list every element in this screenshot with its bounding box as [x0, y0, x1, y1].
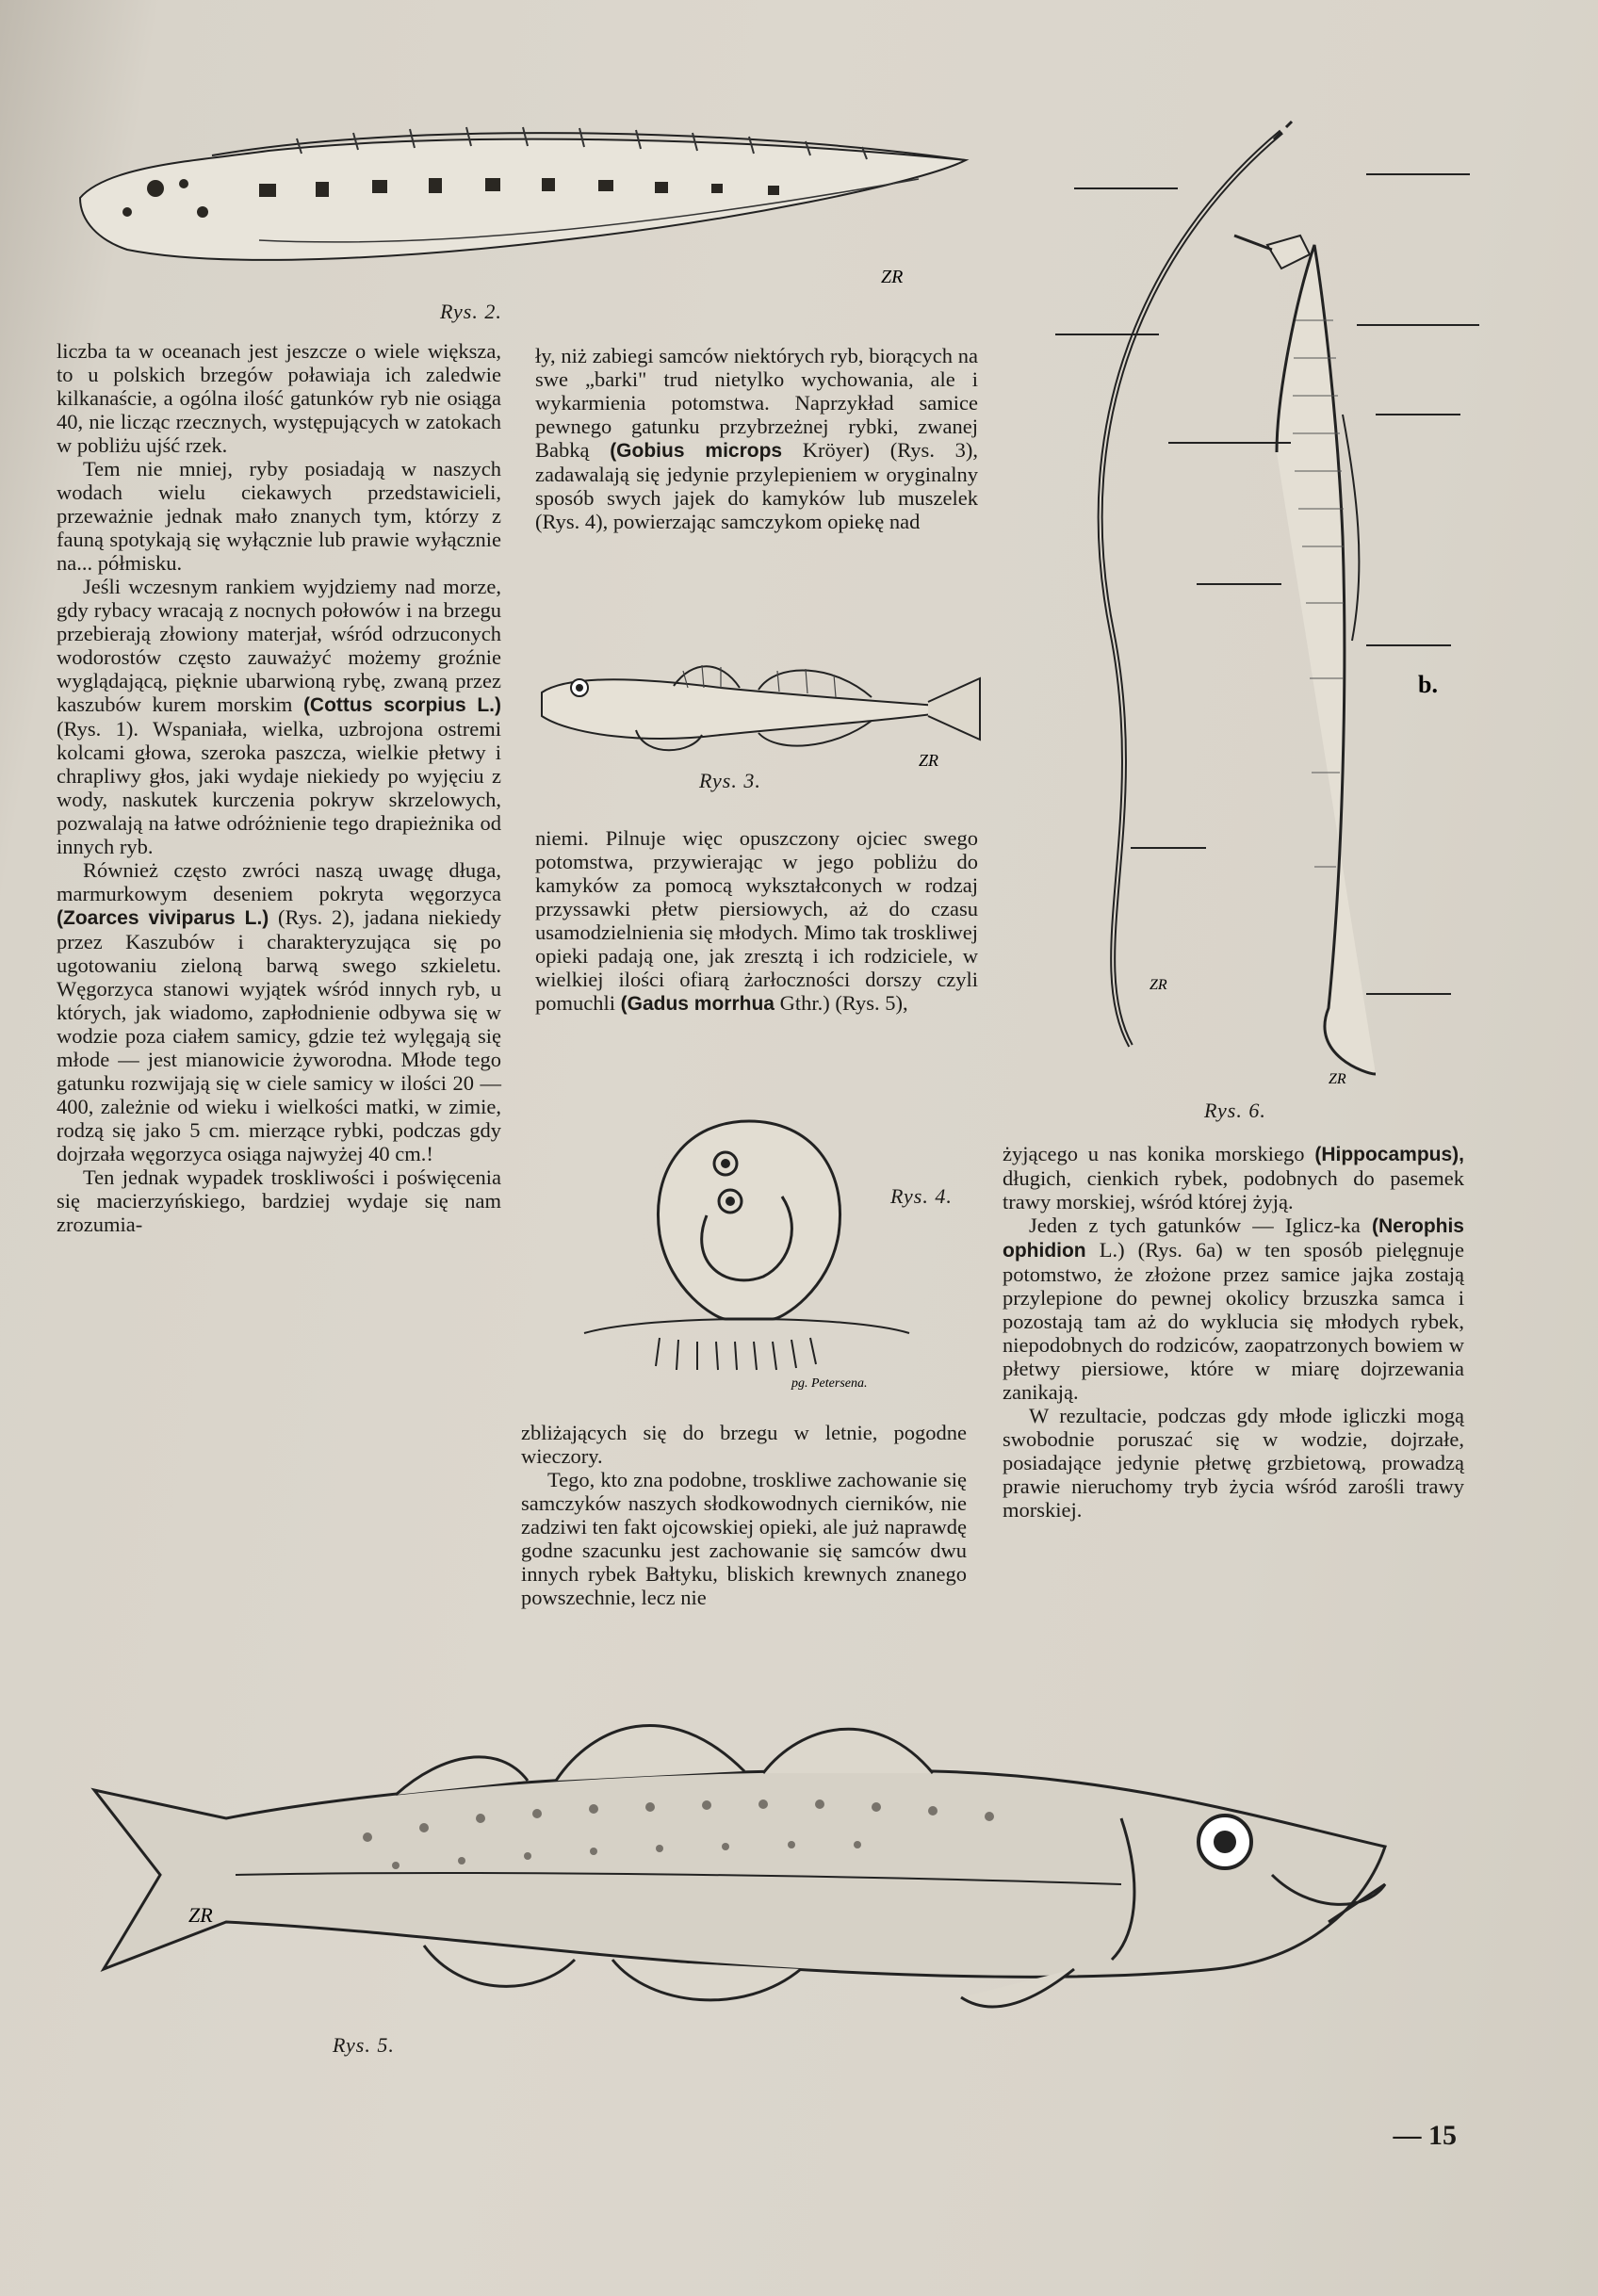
caption-rys-4: Rys. 4. — [890, 1184, 953, 1208]
paragraph: Również często zwróci naszą uwagę długa, marmurkowym deseniem pokryta węgorzyca (Zoarces viviparus L.) (Rys. 2), jadana niekiedy przez Kaszubów i charakteryzująca się po ugotowaniu zieloną barwą swego szkieletu. Węgorzyca stanowi wyjątek wśród innych ryb, u których, jak wiadomo, zapłodnienie odbywa się w wodzie poza ciałem samicy, gdzie też wylęgają się młode — jest mianowicie żyworodna. Młode tego gatunku rozwijają się w ciele samicy w ilości 20 — 400, zależnie od wieku i wielkości matki, w zimie, rodzą się jako 5 cm. mierzące rybki, podczas gdy dojrzała węgorzyca osiąga najwyżej 40 cm.! — [57, 858, 501, 1165]
artist-signature: ZR — [188, 1903, 213, 1927]
text-column-2-bottom — [521, 1421, 967, 1609]
species-name: (Hippocampus), — [1314, 1144, 1464, 1165]
eelpout-illustration — [71, 108, 975, 297]
species-name: (Nerophis ophidion — [1003, 1215, 1464, 1262]
caption-rys-3: Rys. 3. — [699, 769, 761, 792]
paragraph: Ten jednak wypadek troskliwości i poświęcenia się macierzyńskiego, bardziej wydaje się nam zrozumia- — [57, 1165, 501, 1236]
artist-signature: ZR — [1150, 977, 1167, 993]
caption-rys-5: Rys. 5. — [333, 2033, 395, 2057]
paragraph: W rezultacie, podczas gdy młode igliczki mogą swobodnie poruszać się w wodzie, dojrzałe, posiadające jedynie płetwę grzbietową, prowadzą prawie nieruchomy tryb życia wśród zarośli trawy morskiej. — [1003, 1404, 1464, 1522]
paragraph: niemi. Pilnuje więc opuszczony ojciec swego potomstwa, przywierając w jego pobliżu do kamyków za pomocą wykształconych w rodzaj przyssawki płetw piersiowych, aż do czasu usamodzielnienia się młodych. Mimo tak troskliwej opieki padają one, jak zresztą i ich rodziciele, w wielkiej ilości ofiarą żarłoczności dorszy czyli pomuchli (Gadus morrhua Gthr.) (Rys. 5), — [535, 826, 978, 1015]
artist-signature: ZR — [919, 751, 939, 770]
species-name: (Gobius microps — [610, 440, 783, 462]
text-column-3 — [1003, 1142, 1464, 1522]
caption-rys-6: Rys. 6. — [1204, 1099, 1266, 1122]
goby-eggs-illustration — [575, 1112, 923, 1394]
paragraph: ły, niż zabiegi samców niektórych ryb, biorących na swe „barki" trud nietylko wychowania, ale i wykarmienia potomstwa. Naprzykład samice pewnego gatunku przybrzeżnej rybki, zwanej Babką (Gobius microps Kröyer) (Rys. 3), zadawalają się jedynie przylepieniem w oryginalny sposób swych jajek do kamyków lub muszelek (Rys. 4), powierzając samczykom opiekę nad — [535, 344, 979, 533]
paragraph: Tem nie mniej, ryby posiadają w naszych wodach wielu ciekawych przedstawicieli, przeważnie jednak mało znanych tym, którzy z fauną spotykają się wyłącznie lub prawie wyłącznie na... półmisku. — [57, 457, 501, 575]
text-column-2-middle — [535, 826, 978, 1016]
cod-illustration — [85, 1686, 1404, 2044]
text-column-2-top — [535, 344, 978, 533]
artist-signature: ZR — [881, 267, 904, 287]
text-column-1 — [57, 339, 501, 1236]
species-name: (Zoarces viviparus L.) — [57, 907, 269, 929]
artist-signature: ZR — [1329, 1071, 1346, 1087]
paragraph: Tego, kto zna podobne, troskliwe zachowanie się samczyków naszych słodkowodnych cierników, nie zadziwi ten fakt ojcowskiej opieki, ale już naprawdę godne szacunku jest zachowanie się samców dwu innych rybek Bałtyku, bliskich krewnych znanego powszechnie, lecz nie — [521, 1468, 967, 1609]
pipefish-illustration — [1027, 113, 1498, 1102]
page-number: — 15 — [1393, 2120, 1457, 2151]
paragraph: żyjącego u nas konika morskiego (Hippocampus), długich, cienkich rybek, podobnych do pasemek trawy morskiej, wśród której żyją. — [1003, 1142, 1464, 1213]
caption-rys-2: Rys. 2. — [440, 300, 502, 323]
illustrator-credit: pg. Petersena. — [791, 1376, 868, 1391]
species-name: (Gadus morrhua — [620, 993, 775, 1015]
figure-label-b: b. — [1418, 671, 1438, 698]
paragraph: zbliżających się do brzegu w letnie, pogodne wieczory. — [521, 1421, 967, 1468]
species-name: (Cottus scorpius L.) — [302, 694, 501, 716]
paragraph: Jeden z tych gatunków — Iglicz-ka (Nerophis ophidion L.) (Rys. 6a) w ten sposób pielęgnuje potomstwo, że złożone przez samice jajka zostają przylepione do pewnej okolicy brzuszka samca i pozostają tam aż do wyklucia się młodych rybek, niepodobnych do rodziców, zaopatrzonych bowiem w płetwy piersiowe, które w miarę dojrzewania zanikają. — [1003, 1213, 1464, 1404]
paragraph: liczba ta w oceanach jest jeszcze o wiele większa, to u polskich brzegów poławiaja ich zaledwie kilkanaście, a ogólna ilość gatunków ryb nie osiąga 40, nie licząc rzecznych, występujących w zatokach w pobliżu ujść rzek. — [57, 339, 501, 457]
paragraph: Jeśli wczesnym rankiem wyjdziemy nad morze, gdy rybacy wracają z nocnych połowów i na brzegu przebierają złowiony materjał, wśród odrzuconych wodorostów często zauważyć możemy groźnie wyglądającą, pięknie ubarwioną rybę, zwaną przez kaszubów kurem morskim (Cottus scorpius L.) (Rys. 1). Wspaniała, wielka, uzbrojona ostremi kolcami głowa, szeroka paszcza, wielkie płetwy i chrapliwy głos, jaki wydaje niekiedy po wyjęciu z wody, naskutek kurczenia pokryw skrzelowych, pozwalają na łatwe odróżnienie tego drapieżnika od innych ryb. — [57, 575, 501, 858]
goby-illustration — [532, 650, 985, 773]
